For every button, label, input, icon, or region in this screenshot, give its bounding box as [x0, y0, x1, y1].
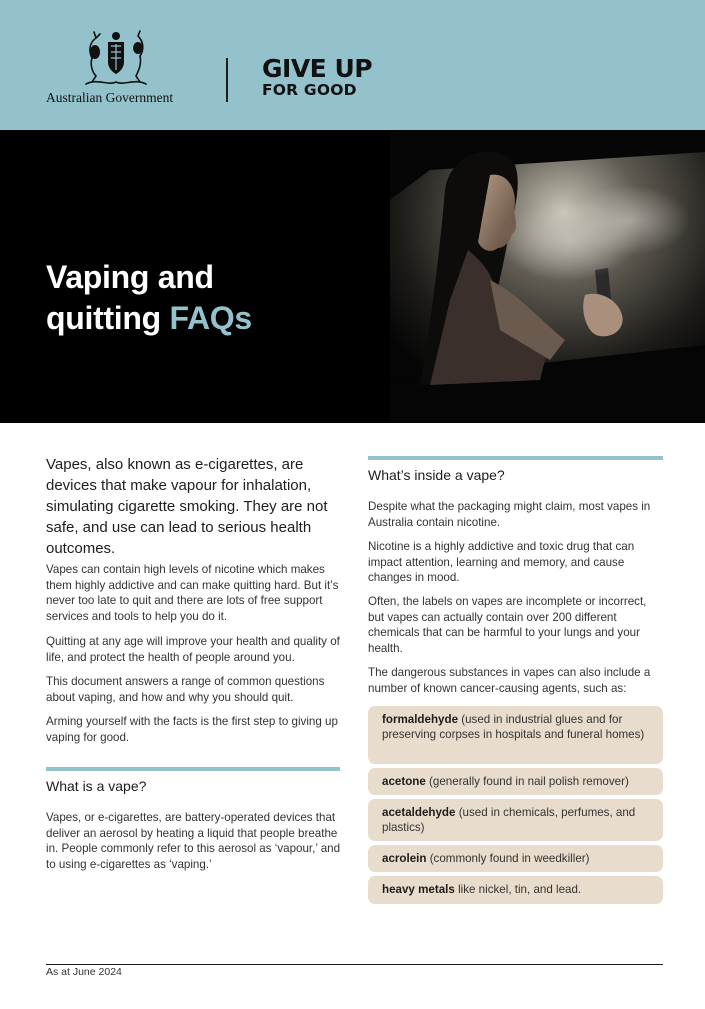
brand-line-2: FOR GOOD	[262, 81, 357, 99]
intro-paragraph-4: Arming yourself with the facts is the first step to giving up vaping for good.	[46, 715, 338, 744]
woman-vaping-photo	[390, 130, 705, 423]
chemical-desc: (used in chemicals, perfumes, and plastics)	[382, 806, 636, 834]
chemical-desc: (commonly found in weedkiller)	[426, 852, 590, 865]
title-line-1: Vaping and	[46, 259, 214, 295]
chemical-desc: like nickel, tin, and lead.	[454, 883, 582, 896]
inside-heading: What’s inside a vape?	[368, 467, 505, 483]
chemical-name: acrolein	[382, 852, 427, 865]
title-accent: FAQs	[169, 300, 252, 336]
brand-line-1: GIVE UP	[262, 54, 373, 83]
inside-paragraph-1: Despite what the packaging might claim, most vapes in Australia contain nicotine.	[368, 500, 651, 529]
coat-of-arms-icon	[78, 28, 154, 88]
footer-date: As at June 2024	[46, 966, 122, 978]
intro-paragraph-2: Quitting at any age will improve your health and quality of life, and protect the health of people around you.	[46, 635, 340, 664]
chemical-card-acetaldehyde	[368, 799, 663, 841]
chemical-name: acetaldehyde	[382, 806, 456, 819]
intro-lead: Vapes, also known as e-cigarettes, are devices that make vapour for inhalation, simulating cigarette smoking. They are not safe, and use can lead to serious health outcomes.	[46, 456, 328, 557]
inside-paragraph-2: Nicotine is a highly addictive and toxic drug that can impact attention, learning and memory, and cause changes in mood.	[368, 540, 635, 584]
government-logo	[44, 28, 194, 108]
what-is-heading: What is a vape?	[46, 778, 147, 794]
chemical-desc: (used in industrial glues and for preserving corpses in hospitals and funeral homes)	[382, 713, 645, 741]
page-title	[46, 257, 252, 339]
what-is-section-bar	[46, 767, 340, 771]
government-name: Australian Government	[46, 90, 174, 105]
title-line-2: quitting	[46, 300, 170, 336]
give-up-for-good-logo	[262, 56, 372, 99]
hero-banner	[0, 130, 705, 423]
chemical-desc: (generally found in nail polish remover)	[425, 775, 629, 788]
intro-paragraph-1: Vapes can contain high levels of nicotine which makes them highly addictive and can make quitting hard. But it’s never too late to quit and there are lots of free support services and tools to help you do it.	[46, 563, 339, 623]
intro-paragraph-3: This document answers a range of common questions about vaping, and how and why you should quit.	[46, 675, 325, 704]
chemical-name: acetone	[382, 775, 426, 788]
inside-paragraph-3: Often, the labels on vapes are incomplete or incorrect, but vapes can actually contain over 200 different chemicals that can be harmful to your lungs and your health.	[368, 595, 647, 655]
what-is-body: Vapes, or e-cigarettes, are battery-operated devices that deliver an aerosol by heating a liquid that people breathe in. People commonly refer to this aerosol as ‘vapour,’ and to using e-cigarettes as ‘vaping.’	[46, 811, 341, 871]
chemical-name: formaldehyde	[382, 713, 459, 726]
inside-section-bar	[368, 456, 663, 460]
footer-divider	[46, 964, 663, 965]
chemical-card-heavy-metals	[368, 876, 663, 904]
chemical-card-formaldehyde	[368, 706, 663, 764]
header-divider	[226, 58, 228, 102]
inside-paragraph-4: The dangerous substances in vapes can also include a number of known cancer-causing agents, such as:	[368, 666, 651, 695]
chemical-name: heavy metals	[382, 883, 455, 896]
chemical-card-acetone	[368, 768, 663, 795]
chemical-card-acrolein	[368, 845, 663, 872]
header-band	[0, 0, 705, 130]
